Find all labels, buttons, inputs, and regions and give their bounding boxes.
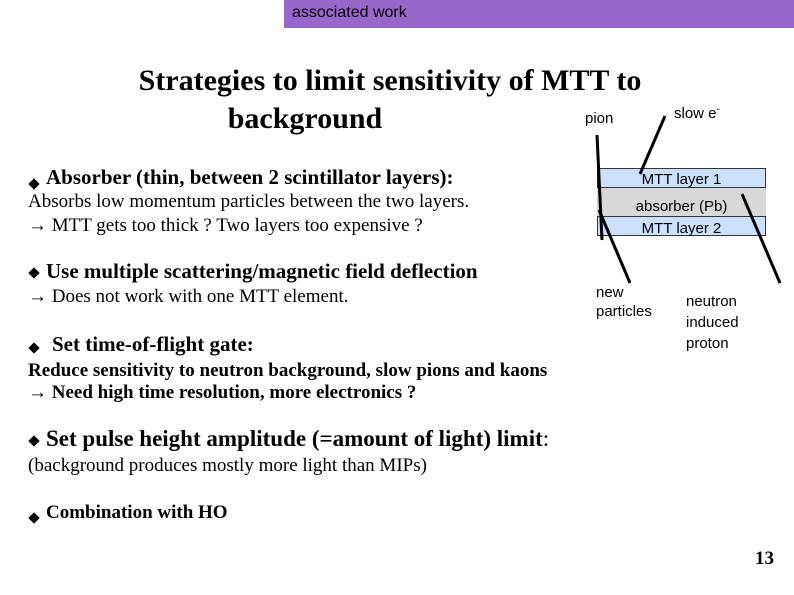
new-particles-line-2: particles: [596, 303, 652, 320]
title-line-2: background: [227, 102, 383, 135]
bullet-4-heading: [46, 426, 549, 452]
bullet-2-heading: Use multiple scattering/magnetic field deflection: [46, 259, 478, 283]
title-line-1: Strategies to limit sensitivity of MTT to: [138, 64, 642, 97]
neutron-proton-label: [686, 291, 739, 354]
bullet-2-line-1: → Does not work with one MTT element.: [28, 286, 349, 307]
absorber-layer: absorber (Pb): [597, 188, 766, 216]
pion-track: [597, 135, 602, 240]
page-number: 13: [755, 548, 774, 569]
new-particle-track: [599, 210, 630, 283]
bullet-4-heading-bold: Set pulse height amplitude (=amount of light) limit: [46, 426, 543, 451]
slow-electron-track: [640, 116, 665, 174]
proton-track: [742, 194, 780, 283]
neutron-line-3: proton: [686, 335, 729, 352]
bullet-4-line-1: (background produces mostly more light than MIPs): [28, 455, 427, 476]
new-particles-line-1: new: [596, 284, 624, 301]
bullet-4-heading-rest: :: [542, 426, 550, 451]
banner-text: associated work: [292, 4, 407, 21]
mtt-layer-2: MTT layer 2: [597, 216, 766, 236]
mtt-layer-1: MTT layer 1: [597, 168, 766, 188]
bullet-1-line-1: Absorbs low momentum particles between the two layers.: [28, 191, 470, 212]
bullet-3-line-1: Reduce sensitivity to neutron background, slow pions and kaons: [28, 360, 548, 381]
slow-electron-sup: -: [716, 104, 720, 115]
slow-electron-text: slow e: [674, 105, 717, 122]
bullet-1-line-2: → MTT gets too thick ? Two layers too expensive ?: [28, 215, 423, 236]
bullet-3-line-2: → Need high time resolution, more electronics ?: [28, 382, 417, 403]
bullet-5-heading: Combination with HO: [46, 502, 228, 523]
new-particles-label: [596, 283, 652, 321]
neutron-line-2: induced: [686, 314, 739, 331]
bullet-3-heading: Set time-of-flight gate:: [52, 332, 254, 356]
bullet-1-heading: Absorber (thin, between 2 scintillator layers):: [46, 165, 454, 189]
pion-label: pion: [585, 110, 614, 127]
neutron-line-1: neutron: [686, 293, 737, 310]
